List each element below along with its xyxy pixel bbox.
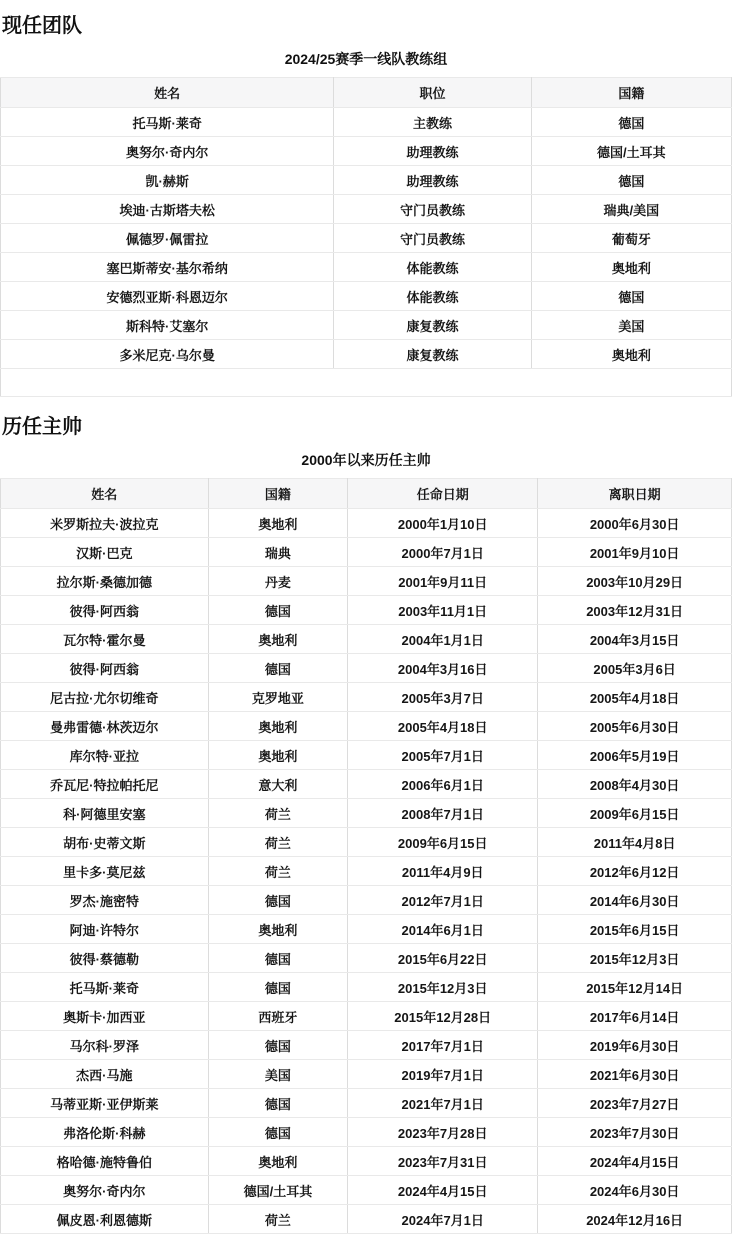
cell: 2001年9月11日	[348, 567, 538, 596]
cell: 守门员教练	[334, 224, 531, 253]
cell: 2005年4月18日	[348, 712, 538, 741]
cell: 2024年6月30日	[538, 1176, 732, 1205]
cell: 多米尼克·乌尔曼	[1, 340, 334, 369]
cell: 乔瓦尼·特拉帕托尼	[1, 770, 209, 799]
cell: 弗洛伦斯·科赫	[1, 1118, 209, 1147]
cell: 马蒂亚斯·亚伊斯莱	[1, 1089, 209, 1118]
cell: 2021年7月1日	[348, 1089, 538, 1118]
cell: 2006年5月19日	[538, 741, 732, 770]
cell: 丹麦	[208, 567, 348, 596]
cell: 美国	[208, 1060, 348, 1089]
column-header: 国籍	[208, 479, 348, 509]
cell: 奥地利	[208, 1147, 348, 1176]
cell: 主教练	[334, 108, 531, 137]
cell: 2012年7月1日	[348, 886, 538, 915]
cell: 2019年7月1日	[348, 1060, 538, 1089]
cell: 2015年12月28日	[348, 1002, 538, 1031]
cell: 佩德罗·佩雷拉	[1, 224, 334, 253]
cell: 2004年3月16日	[348, 654, 538, 683]
table-row	[1, 224, 732, 253]
table-row	[1, 340, 732, 369]
cell: 美国	[531, 311, 731, 340]
article	[0, 14, 732, 1234]
table-row	[1, 770, 732, 799]
cell: 2023年7月27日	[538, 1089, 732, 1118]
cell: 2015年6月22日	[348, 944, 538, 973]
cell: 2019年6月30日	[538, 1031, 732, 1060]
current-staff-table-caption: 2024/25赛季一线队教练组	[284, 51, 448, 67]
empty-row	[1, 369, 732, 397]
cell: 奥地利	[531, 340, 731, 369]
cell: 库尔特·亚拉	[1, 741, 209, 770]
cell: 2015年6月15日	[538, 915, 732, 944]
column-header: 国籍	[531, 78, 731, 108]
cell: 荷兰	[208, 799, 348, 828]
cell: 康复教练	[334, 340, 531, 369]
cell: 守门员教练	[334, 195, 531, 224]
cell: 彼得·阿西翁	[1, 596, 209, 625]
cell: 2000年6月30日	[538, 509, 732, 538]
cell: 奥地利	[208, 625, 348, 654]
table-row	[1, 311, 732, 340]
cell: 格哈德·施特鲁伯	[1, 1147, 209, 1176]
column-header: 职位	[334, 78, 531, 108]
cell: 德国	[208, 944, 348, 973]
cell: 2004年3月15日	[538, 625, 732, 654]
cell: 荷兰	[208, 1205, 348, 1234]
header-row	[1, 78, 732, 108]
cell: 体能教练	[334, 282, 531, 311]
cell: 葡萄牙	[531, 224, 731, 253]
table-row	[1, 944, 732, 973]
section-head-coaches	[0, 415, 732, 1234]
cell: 2000年7月1日	[348, 538, 538, 567]
cell: 德国	[208, 1118, 348, 1147]
table-row	[1, 108, 732, 137]
cell: 2004年1月1日	[348, 625, 538, 654]
cell: 2017年6月14日	[538, 1002, 732, 1031]
section-current-team	[0, 14, 732, 397]
cell: 彼得·蔡德勒	[1, 944, 209, 973]
cell: 拉尔斯·桑德加德	[1, 567, 209, 596]
cell: 2023年7月31日	[348, 1147, 538, 1176]
table-row	[1, 712, 732, 741]
table-row	[1, 1147, 732, 1176]
cell: 汉斯·巴克	[1, 538, 209, 567]
cell: 2024年12月16日	[538, 1205, 732, 1234]
cell: 助理教练	[334, 166, 531, 195]
cell: 瓦尔特·霍尔曼	[1, 625, 209, 654]
cell: 奥地利	[208, 915, 348, 944]
cell: 体能教练	[334, 253, 531, 282]
cell: 2014年6月1日	[348, 915, 538, 944]
column-header: 姓名	[1, 479, 209, 509]
table-row	[1, 828, 732, 857]
cell: 克罗地亚	[208, 683, 348, 712]
cell: 2015年12月3日	[348, 973, 538, 1002]
cell: 2024年7月1日	[348, 1205, 538, 1234]
cell: 马尔科·罗泽	[1, 1031, 209, 1060]
cell: 2015年12月3日	[538, 944, 732, 973]
cell: 德国	[208, 596, 348, 625]
cell: 胡布·史蒂文斯	[1, 828, 209, 857]
cell: 助理教练	[334, 137, 531, 166]
cell: 托马斯·莱奇	[1, 108, 334, 137]
cell: 德国	[531, 282, 731, 311]
cell: 奥努尔·奇内尔	[1, 137, 334, 166]
cell: 瑞典	[208, 538, 348, 567]
head-coaches-heading: 历任主帅	[2, 416, 82, 438]
cell: 2009年6月15日	[538, 799, 732, 828]
cell: 彼得·阿西翁	[1, 654, 209, 683]
cell: 2012年6月12日	[538, 857, 732, 886]
cell: 阿迪·许特尔	[1, 915, 209, 944]
cell: 2005年4月18日	[538, 683, 732, 712]
table-row	[1, 282, 732, 311]
cell: 2003年10月29日	[538, 567, 732, 596]
cell: 佩皮恩·利恩德斯	[1, 1205, 209, 1234]
cell: 2006年6月1日	[348, 770, 538, 799]
table-row	[1, 253, 732, 282]
cell: 凯·赫斯	[1, 166, 334, 195]
cell: 德国	[208, 1089, 348, 1118]
table-row	[1, 683, 732, 712]
cell: 杰西·马施	[1, 1060, 209, 1089]
cell: 埃迪·古斯塔夫松	[1, 195, 334, 224]
cell: 斯科特·艾塞尔	[1, 311, 334, 340]
cell: 2008年4月30日	[538, 770, 732, 799]
cell: 2000年1月10日	[348, 509, 538, 538]
cell: 德国	[208, 1031, 348, 1060]
cell: 荷兰	[208, 828, 348, 857]
table-row	[1, 915, 732, 944]
table-row	[1, 509, 732, 538]
cell: 德国	[208, 973, 348, 1002]
cell: 德国	[208, 886, 348, 915]
cell: 奥地利	[208, 741, 348, 770]
cell: 2005年3月6日	[538, 654, 732, 683]
cell: 奥努尔·奇内尔	[1, 1176, 209, 1205]
table-row	[1, 654, 732, 683]
cell: 科·阿德里安塞	[1, 799, 209, 828]
cell: 2015年12月14日	[538, 973, 732, 1002]
table-row	[1, 1031, 732, 1060]
cell: 西班牙	[208, 1002, 348, 1031]
cell: 2003年12月31日	[538, 596, 732, 625]
table-row	[1, 567, 732, 596]
table-row	[1, 973, 732, 1002]
column-header: 任命日期	[348, 479, 538, 509]
cell: 瑞典/美国	[531, 195, 731, 224]
cell: 2001年9月10日	[538, 538, 732, 567]
cell: 意大利	[208, 770, 348, 799]
cell: 2023年7月28日	[348, 1118, 538, 1147]
current-team-heading: 现任团队	[2, 15, 82, 37]
table-row	[1, 886, 732, 915]
cell: 奥地利	[208, 712, 348, 741]
head-coaches-table-caption: 2000年以来历任主帅	[301, 452, 431, 468]
cell: 2011年4月8日	[538, 828, 732, 857]
cell: 康复教练	[334, 311, 531, 340]
column-header: 离职日期	[538, 479, 732, 509]
cell: 奥地利	[208, 509, 348, 538]
cell: 2005年3月7日	[348, 683, 538, 712]
cell: 2011年4月9日	[348, 857, 538, 886]
head-coaches-table	[0, 439, 732, 1234]
table-row	[1, 857, 732, 886]
cell: 奥斯卡·加西亚	[1, 1002, 209, 1031]
cell: 曼弗雷德·林茨迈尔	[1, 712, 209, 741]
cell: 2009年6月15日	[348, 828, 538, 857]
cell: 德国	[531, 166, 731, 195]
cell: 米罗斯拉夫·波拉克	[1, 509, 209, 538]
table-row	[1, 741, 732, 770]
cell: 罗杰·施密特	[1, 886, 209, 915]
cell: 2014年6月30日	[538, 886, 732, 915]
cell: 塞巴斯蒂安·基尔希纳	[1, 253, 334, 282]
table-row	[1, 1089, 732, 1118]
cell: 德国/土耳其	[208, 1176, 348, 1205]
cell: 2017年7月1日	[348, 1031, 538, 1060]
cell: 2005年7月1日	[348, 741, 538, 770]
table-row	[1, 1118, 732, 1147]
table-row	[1, 596, 732, 625]
table-row	[1, 799, 732, 828]
table-row	[1, 1205, 732, 1234]
cell: 德国/土耳其	[531, 137, 731, 166]
cell: 荷兰	[208, 857, 348, 886]
cell: 德国	[208, 654, 348, 683]
cell: 德国	[531, 108, 731, 137]
current-staff-table	[0, 38, 732, 397]
cell: 2005年6月30日	[538, 712, 732, 741]
column-header: 姓名	[1, 78, 334, 108]
cell: 尼古拉·尤尔切维奇	[1, 683, 209, 712]
cell: 2024年4月15日	[538, 1147, 732, 1176]
table-row	[1, 625, 732, 654]
header-row	[1, 479, 732, 509]
table-row	[1, 1060, 732, 1089]
cell: 2023年7月30日	[538, 1118, 732, 1147]
cell: 托马斯·莱奇	[1, 973, 209, 1002]
cell: 奥地利	[531, 253, 731, 282]
empty-cell	[1, 369, 732, 397]
cell: 里卡多·莫尼兹	[1, 857, 209, 886]
table-row	[1, 166, 732, 195]
cell: 2021年6月30日	[538, 1060, 732, 1089]
table-row	[1, 1002, 732, 1031]
table-row	[1, 1176, 732, 1205]
cell: 2024年4月15日	[348, 1176, 538, 1205]
cell: 安德烈亚斯·科恩迈尔	[1, 282, 334, 311]
table-row	[1, 195, 732, 224]
cell: 2008年7月1日	[348, 799, 538, 828]
table-row	[1, 538, 732, 567]
table-row	[1, 137, 732, 166]
cell: 2003年11月1日	[348, 596, 538, 625]
